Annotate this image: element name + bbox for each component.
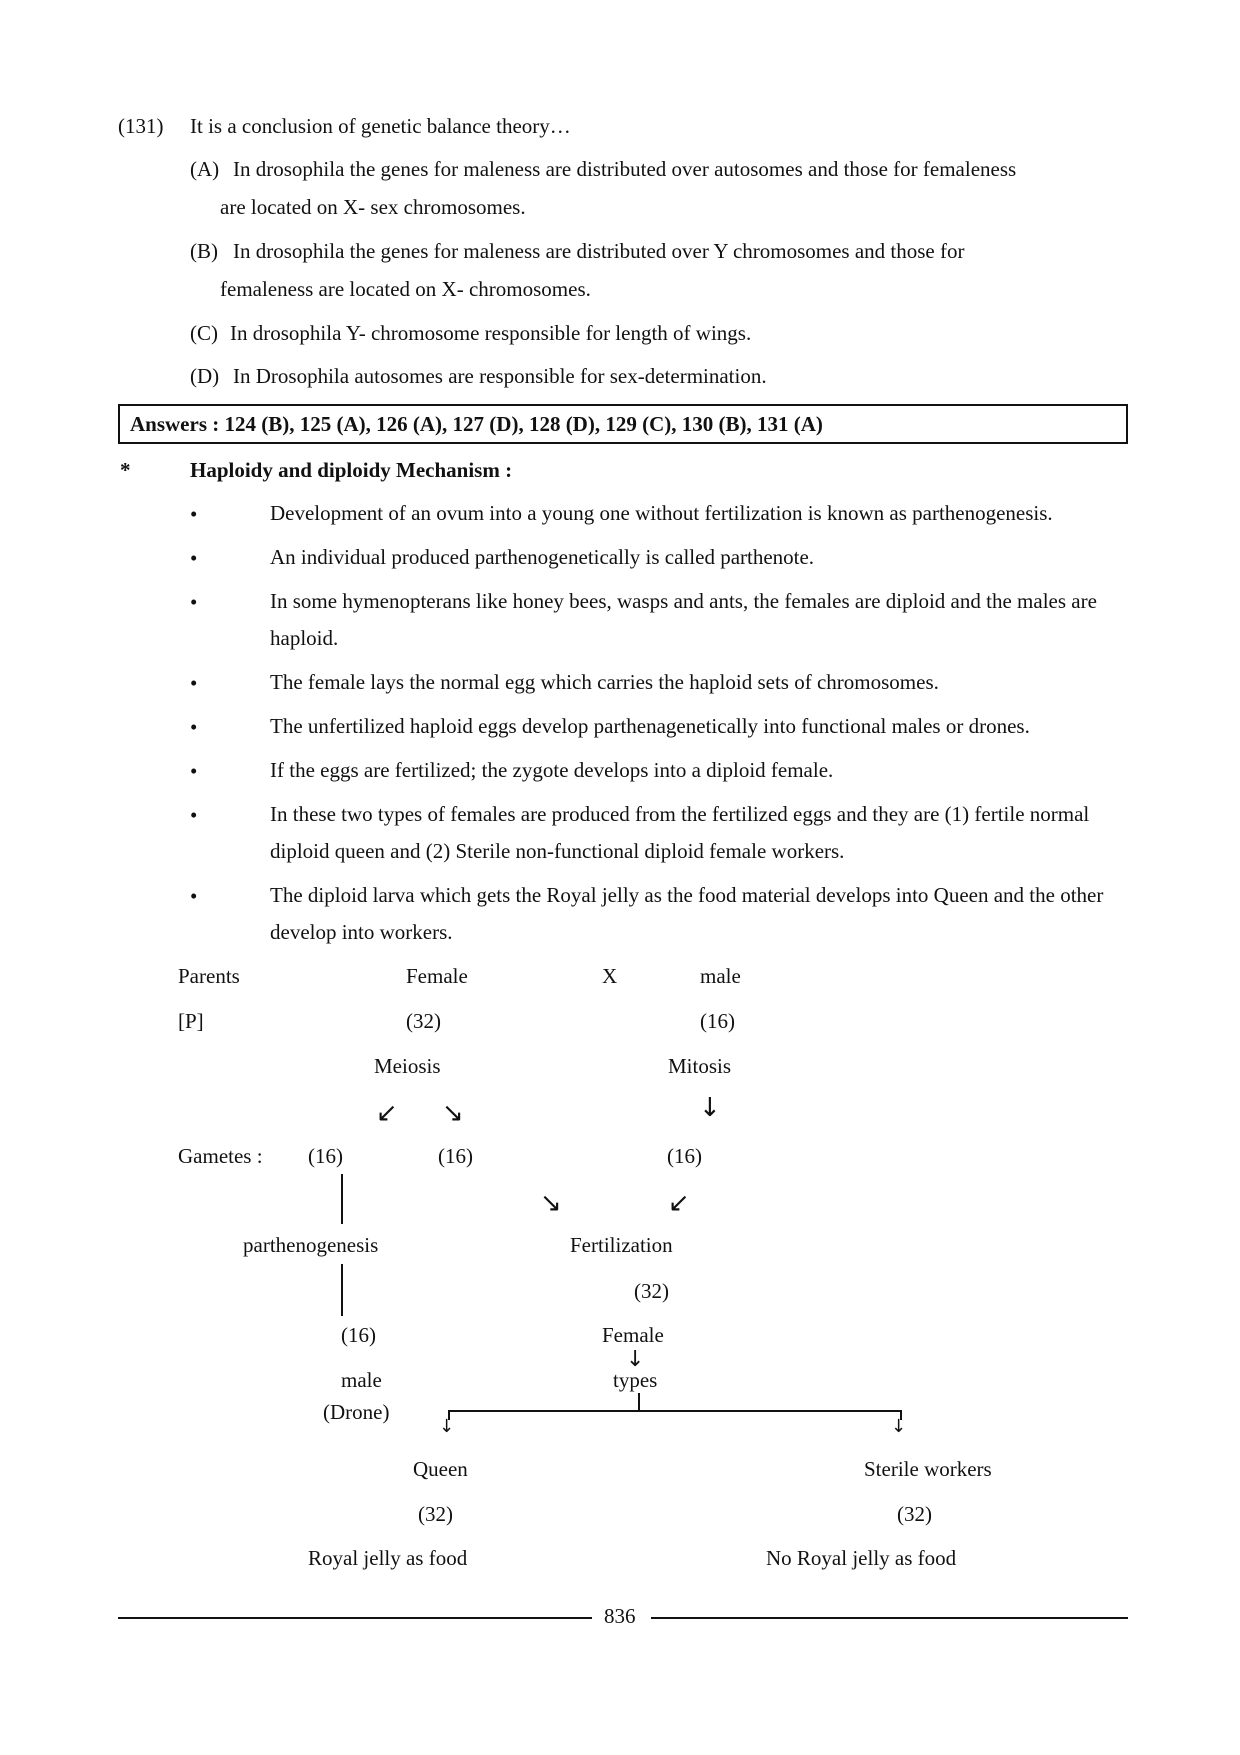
section-star: * <box>120 458 131 482</box>
male-offspring-label: male <box>341 1368 382 1392</box>
connector-line <box>638 1393 640 1411</box>
option-line1: In drosophila the genes for maleness are distributed over autosomes and those for femaleness <box>233 157 1017 181</box>
arrow-down-icon: ↓ <box>439 1416 455 1437</box>
question-text: It is a conclusion of genetic balance theory… <box>190 114 571 138</box>
bullet-text: In some hymenopterans like honey bees, wasps and ants, the females are diploid and the males are haploid. <box>270 589 1097 650</box>
mitosis-label: Mitosis <box>668 1054 732 1078</box>
bullet-symbol: • <box>190 759 198 783</box>
arrow-down-icon: ↓ <box>891 1416 907 1437</box>
connector-line <box>341 1264 343 1316</box>
option-label: (D) <box>190 364 220 388</box>
bullet-symbol: • <box>190 546 198 570</box>
meiosis-label: Meiosis <box>374 1054 441 1078</box>
branch-line <box>448 1410 902 1412</box>
bullet-text: In these two types of females are produced from the fertilized eggs and they are (1) fertile normal diploid queen and (2) Sterile non-functional diploid female workers. <box>270 802 1090 863</box>
bullet-text: The female lays the normal egg which carries the haploid sets of chromosomes. <box>270 670 939 694</box>
cross-symbol: X <box>602 964 618 988</box>
page-number: 836 <box>604 1604 636 1628</box>
option-label: (A) <box>190 157 220 181</box>
bullet-symbol: • <box>190 715 198 739</box>
parthenogenesis-label: parthenogenesis <box>243 1233 379 1257</box>
option-line1: In drosophila the genes for maleness are distributed over Y chromosomes and those for <box>233 239 965 263</box>
bullet-symbol: • <box>190 803 198 827</box>
female-offspring-label: Female <box>602 1323 664 1347</box>
answers-box: Answers : 124 (B), 125 (A), 126 (A), 127 (D), 128 (D), 129 (C), 130 (B), 131 (A) <box>118 404 1128 444</box>
option-label: (B) <box>190 239 218 263</box>
connector-line <box>341 1174 343 1224</box>
bullet-text: The unfertilized haploid eggs develop parthenagenetically into functional males or drones. <box>270 714 1030 738</box>
fertilized-chromosomes: (32) <box>634 1279 669 1303</box>
option-d <box>190 364 767 389</box>
option-line2: are located on X- sex chromosomes. <box>220 195 526 219</box>
footer-rule-left <box>118 1617 592 1619</box>
option-line2: femaleness are located on X- chromosomes. <box>220 277 591 301</box>
male-label: male <box>700 964 741 988</box>
bullet-symbol: • <box>190 884 198 908</box>
bullet-symbol: • <box>190 590 198 614</box>
section-heading: Haploidy and diploidy Mechanism : <box>190 458 513 482</box>
fertilization-label: Fertilization <box>570 1233 673 1257</box>
bullet-text: An individual produced parthenogenetically is called parthenote. <box>270 545 815 569</box>
arrow-down-icon: ↓ <box>626 1347 645 1372</box>
arrow-southeast-icon: ↘ <box>442 1098 464 1128</box>
sterile-workers-label: Sterile workers <box>864 1457 992 1481</box>
bullet-text: If the eggs are fertilized; the zygote develops into a diploid female. <box>270 758 834 782</box>
royal-jelly-label: Royal jelly as food <box>308 1546 468 1570</box>
gametes-label: Gametes : <box>178 1144 263 1168</box>
female-chromosomes: (32) <box>406 1009 441 1033</box>
option-label: (C) <box>190 321 218 345</box>
p-label: [P] <box>178 1009 204 1033</box>
gamete-3: (16) <box>667 1144 702 1168</box>
option-c <box>190 321 752 346</box>
option-b <box>190 239 965 301</box>
parents-label: Parents <box>178 964 240 988</box>
gamete-1: (16) <box>308 1144 343 1168</box>
arrow-southwest-icon: ↙ <box>376 1098 398 1128</box>
no-royal-jelly-label: No Royal jelly as food <box>766 1546 957 1570</box>
bullet-symbol: • <box>190 502 198 526</box>
sterile-chromosomes: (32) <box>897 1502 932 1526</box>
option-line1: In drosophila Y- chromosome responsible for length of wings. <box>230 321 752 345</box>
queen-label: Queen <box>413 1457 468 1481</box>
option-a <box>190 157 1017 219</box>
male-chromosomes: (16) <box>700 1009 735 1033</box>
bullet-text: Development of an ovum into a young one without fertilization is known as parthenogenesis. <box>270 501 1053 525</box>
types-label: types <box>613 1368 658 1392</box>
queen-chromosomes: (32) <box>418 1502 453 1526</box>
option-line1: In Drosophila autosomes are responsible for sex-determination. <box>233 364 767 388</box>
arrow-southeast-icon: ↘ <box>540 1188 562 1218</box>
gamete-2: (16) <box>438 1144 473 1168</box>
female-label: Female <box>406 964 468 988</box>
arrow-southwest-icon: ↙ <box>668 1188 690 1218</box>
question-number: (131) <box>118 114 164 138</box>
footer-rule-right <box>651 1617 1128 1619</box>
arrow-down-icon: ↓ <box>699 1093 721 1123</box>
drone-label: (Drone) <box>323 1400 390 1424</box>
drone-chromosomes: (16) <box>341 1323 376 1347</box>
bullet-symbol: • <box>190 671 198 695</box>
bullet-text: The diploid larva which gets the Royal jelly as the food material develops into Queen and the other develop into workers. <box>270 883 1104 944</box>
